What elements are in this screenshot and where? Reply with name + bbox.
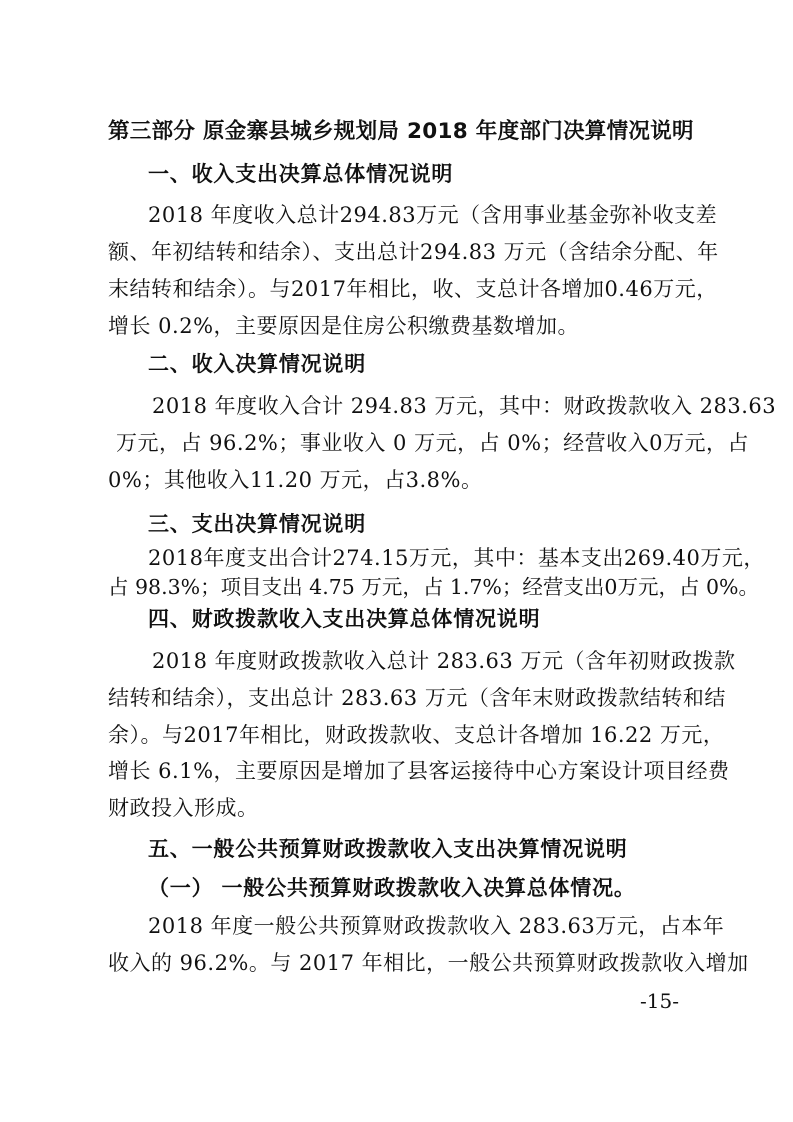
section-4-line-3: 余）。与2017年相比，财政拨款收、支总计各增加 16.22 万元， xyxy=(108,723,725,747)
document-title: 第三部分 原金寨县城乡规划局 2018 年度部门决算情况说明 xyxy=(108,119,694,144)
section-1-heading: 一、收入支出决算总体情况说明 xyxy=(148,162,454,186)
section-4-line-5: 财政投入形成。 xyxy=(108,796,259,820)
section-1-line-3: 末结转和结余）。与2017年相比，收、支总计各增加0.46万元， xyxy=(108,277,718,301)
section-1-line-4: 增长 0.2%，主要原因是住房公积缴费基数增加。 xyxy=(108,314,580,338)
section-4-line-1: 2018 年度财政拨款收入总计 283.63 万元（含年初财政拨款 xyxy=(152,649,736,673)
section-3-line-1: 2018年度支出合计274.15万元，其中：基本支出269.40万元， xyxy=(148,546,765,570)
section-2-heading: 二、收入决算情况说明 xyxy=(148,352,366,376)
section-2-line-3: 0%；其他收入11.20 万元，占3.8%。 xyxy=(108,468,483,492)
section-3-line-2: 占 98.3%；项目支出 4.75 万元，占 1.7%；经营支出0万元，占 0%。 xyxy=(108,575,759,599)
section-5-line-1: 2018 年度一般公共预算财政拨款收入 283.63万元，占本年 xyxy=(148,914,725,938)
section-2-line-1: 2018 年度收入合计 294.83 万元，其中：财政拨款收入 283.63 xyxy=(152,394,777,418)
section-5-line-2: 收入的 96.2%。与 2017 年相比，一般公共预算财政拨款收入增加 xyxy=(108,951,749,975)
page-number: -15- xyxy=(640,989,679,1013)
section-4-heading: 四、财政拨款收入支出决算总体情况说明 xyxy=(148,607,541,631)
section-4-line-2: 结转和结余），支出总计 283.63 万元（含年末财政拨款结转和结 xyxy=(108,686,726,710)
section-3-heading: 三、支出决算情况说明 xyxy=(148,512,366,536)
section-5-subheading: （一） 一般公共预算财政拨款收入决算总体情况。 xyxy=(148,876,636,900)
section-1-line-2: 额、年初结转和结余）、支出总计294.83 万元（含结余分配、年 xyxy=(108,240,719,264)
section-1-line-1: 2018 年度收入总计294.83万元（含用事业基金弥补收支差 xyxy=(148,203,718,227)
section-2-line-2: 万元，占 96.2%；事业收入 0 万元，占 0%；经营收入0万元，占 xyxy=(116,431,749,455)
section-4-line-4: 增长 6.1%，主要原因是增加了县客运接待中心方案设计项目经费 xyxy=(108,759,730,783)
section-5-heading: 五、一般公共预算财政拨款收入支出决算情况说明 xyxy=(148,837,628,861)
